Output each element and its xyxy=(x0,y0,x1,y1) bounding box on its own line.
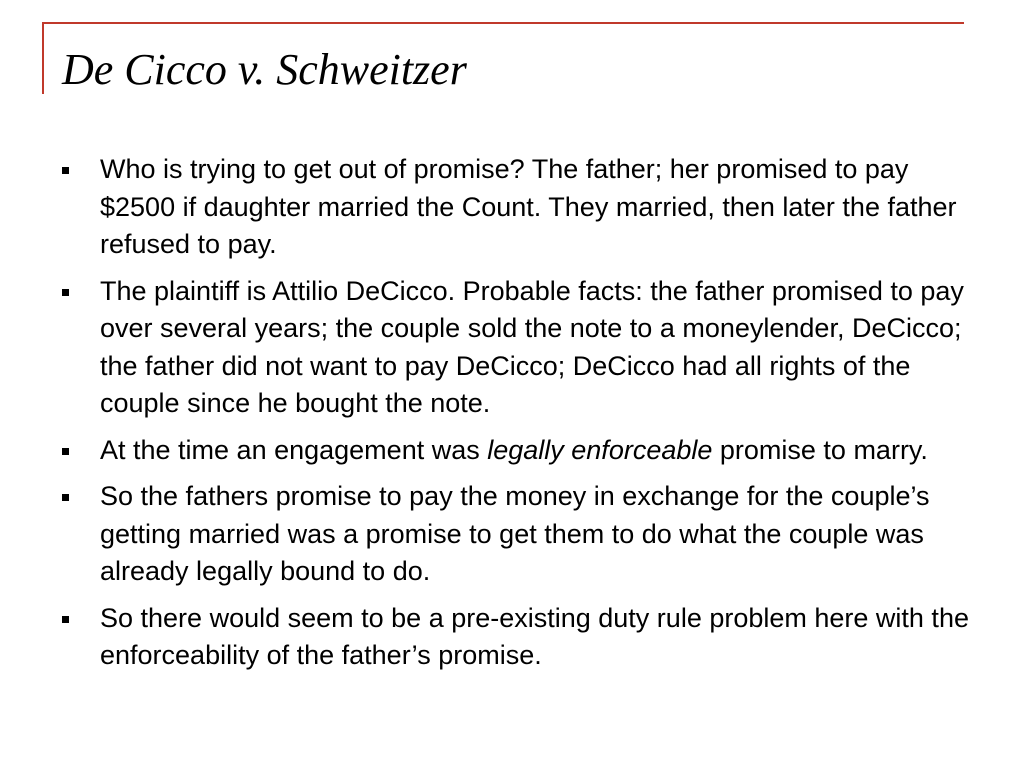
bullet-item xyxy=(58,600,978,675)
bullet-item xyxy=(58,432,978,470)
bullet-item xyxy=(58,151,978,264)
square-bullet-icon xyxy=(62,494,69,501)
bullet-item xyxy=(58,273,978,423)
title-accent-line-horizontal xyxy=(42,22,964,24)
bullet-text: The plaintiff is Attilio DeCicco. Probable facts: the father promised to pay over several years; the couple sold the note to a moneylender, DeCicco; the father did not want to pay DeCicco; DeCicco had all rights of the couple since he bought the note. xyxy=(100,275,964,418)
slide-title: De Cicco v. Schweitzer xyxy=(62,45,467,94)
square-bullet-icon xyxy=(62,167,69,174)
square-bullet-icon xyxy=(62,616,69,623)
bullet-text: So there would seem to be a pre-existing duty rule problem here with the enforceability of the father’s promise. xyxy=(100,602,969,670)
title-accent-line-vertical xyxy=(42,22,44,94)
square-bullet-icon xyxy=(62,289,69,296)
bullet-text-after: promise to marry. xyxy=(712,434,928,465)
bullet-text: Who is trying to get out of promise? The father; her promised to pay $2500 if daughter married the Count. They married, then later the father refused to pay. xyxy=(100,154,957,259)
bullet-text-emphasis: legally enforceable xyxy=(487,434,713,465)
bullet-item xyxy=(58,478,978,591)
bullet-text: So the fathers promise to pay the money in exchange for the couple’s getting married was a promise to get them to do what the couple was already legally bound to do. xyxy=(100,481,930,586)
bullet-text-before: At the time an engagement was xyxy=(100,434,488,465)
square-bullet-icon xyxy=(62,448,69,455)
bullet-list xyxy=(58,151,978,684)
